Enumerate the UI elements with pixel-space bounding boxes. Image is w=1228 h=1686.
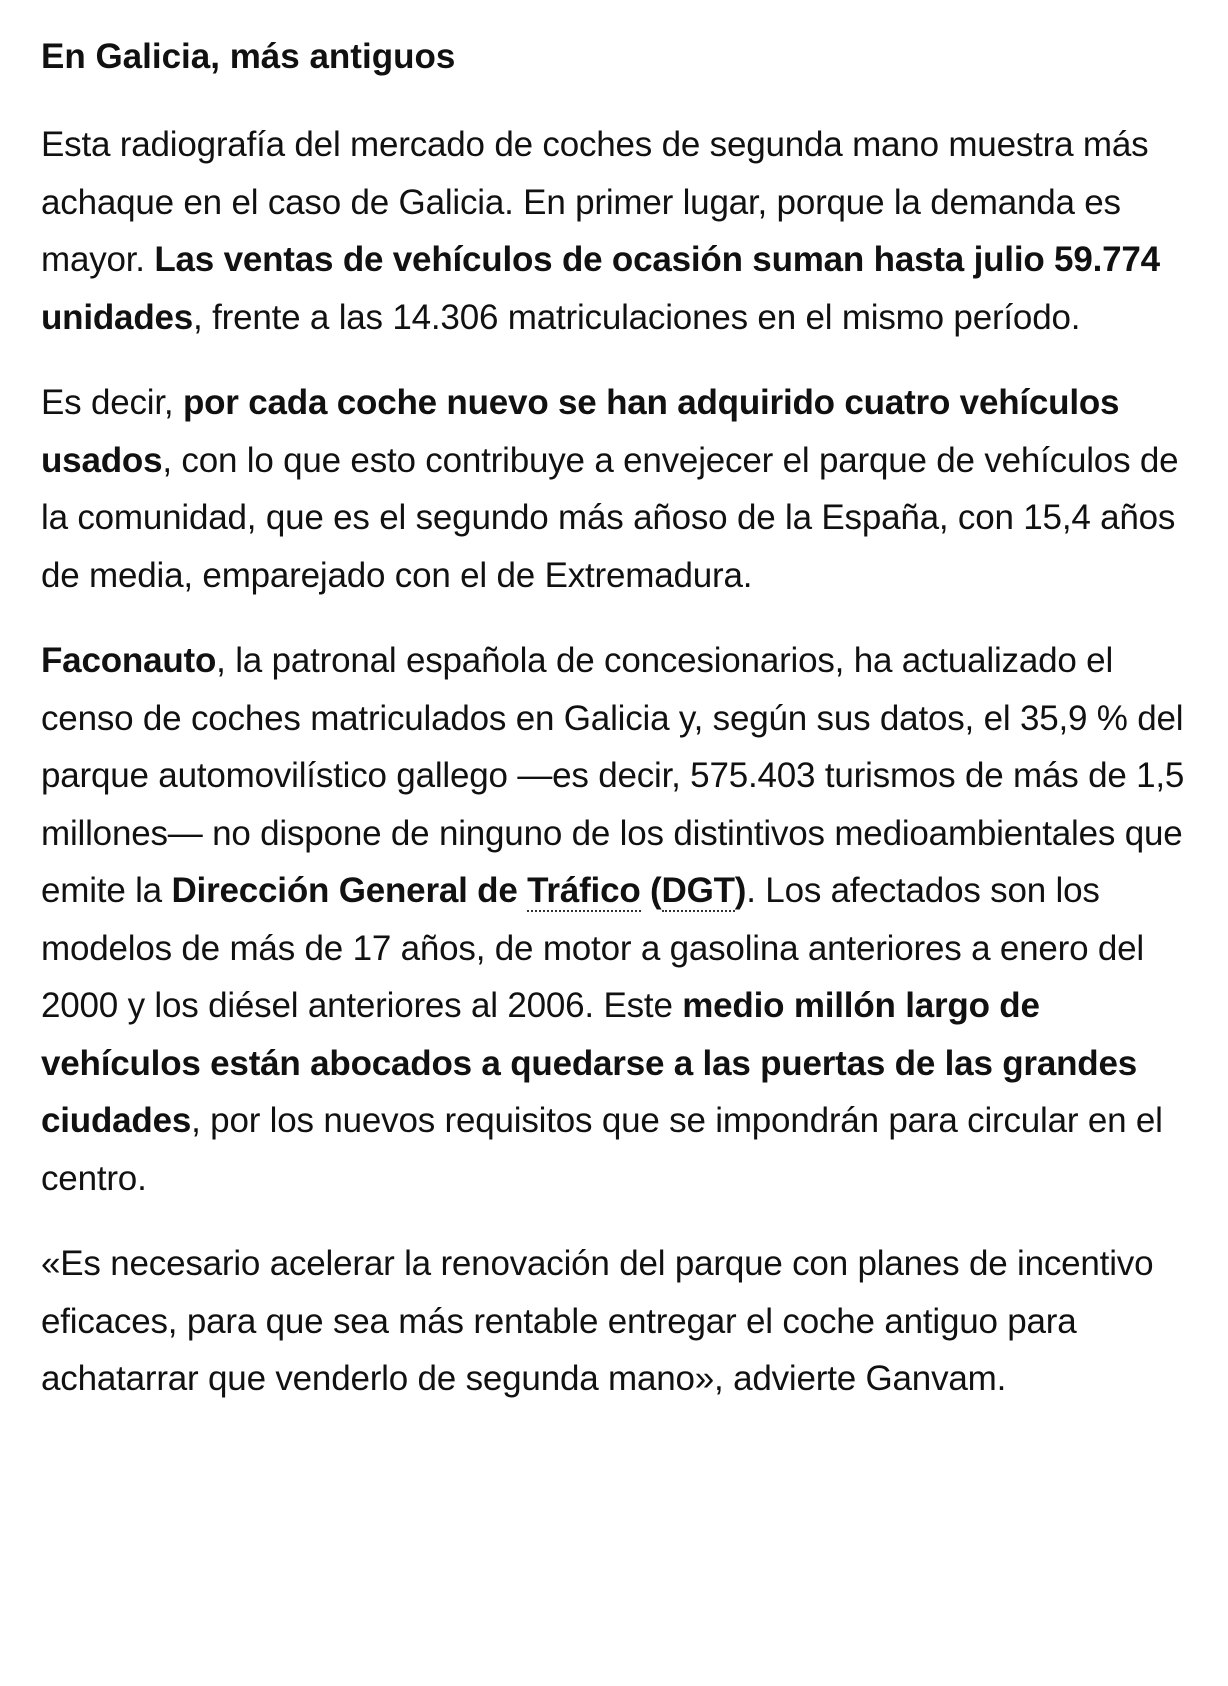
text-span: , la patronal española de concesionarios, ha actualizado el censo de coches matriculados en Galicia y, según sus datos, el 35,9 % del parque automovilístico gallego —es decir, 575.403 turismos de más de 1,5 millones— no dispone de ninguno de los distintivos medioambientales que emite la bbox=[41, 641, 1185, 910]
dgt-abbr[interactable]: DGT bbox=[661, 871, 735, 910]
article-body bbox=[41, 28, 1201, 1436]
text-span: Esta radiografía del mercado de coches de segunda mano muestra más achaque en el caso de Galicia. En primer lugar, porque la demanda es mayor. bbox=[41, 125, 1149, 279]
dgt-name bbox=[171, 871, 746, 912]
text-span: , por los nuevos requisitos que se impondrán para circular en el centro. bbox=[41, 1101, 1163, 1198]
paragraph-used-cars bbox=[41, 374, 1201, 604]
text-span: , frente a las 14.306 matriculaciones en el mismo período. bbox=[193, 297, 1081, 337]
bold-text: medio millón largo de vehículos están abocados a quedarse a las puertas de las grandes ciudades bbox=[41, 986, 1137, 1140]
paragraph-quote bbox=[41, 1235, 1201, 1408]
text-span: Es decir, bbox=[41, 383, 183, 422]
bold-text: Faconauto bbox=[41, 641, 217, 680]
text-span: ) bbox=[734, 871, 747, 910]
trafico-abbr[interactable]: Tráfico bbox=[527, 871, 641, 910]
bold-text: Las ventas de vehículos de ocasión suman hasta julio 59.774 unidades bbox=[41, 240, 1160, 337]
text-span: , con lo que esto contribuye a envejecer el parque de vehículos de la comunidad, que es el segundo más añoso de la España, con 15,4 años de media, emparejado con el de Extremadura. bbox=[41, 440, 1179, 595]
text-span: ( bbox=[640, 871, 662, 910]
text-span: . Los afectados son los modelos de más de 17 años, de motor a gasolina anteriores a enero del 2000 y los diésel anteriores al 2006. Este bbox=[41, 871, 1145, 1025]
text-span: Dirección General de bbox=[171, 871, 528, 910]
section-heading: En Galicia, más antiguos bbox=[41, 37, 456, 76]
paragraph-sales bbox=[41, 116, 1201, 346]
quote-text: «Es necesario acelerar la renovación del parque con planes de incentivo eficaces, para que sea más rentable entregar el coche antiguo para achatarrar que venderlo de segunda mano», advierte Ganvam. bbox=[41, 1244, 1154, 1398]
paragraph-faconauto bbox=[41, 632, 1201, 1207]
bold-text: por cada coche nuevo se han adquirido cuatro vehículos usados bbox=[41, 383, 1120, 480]
